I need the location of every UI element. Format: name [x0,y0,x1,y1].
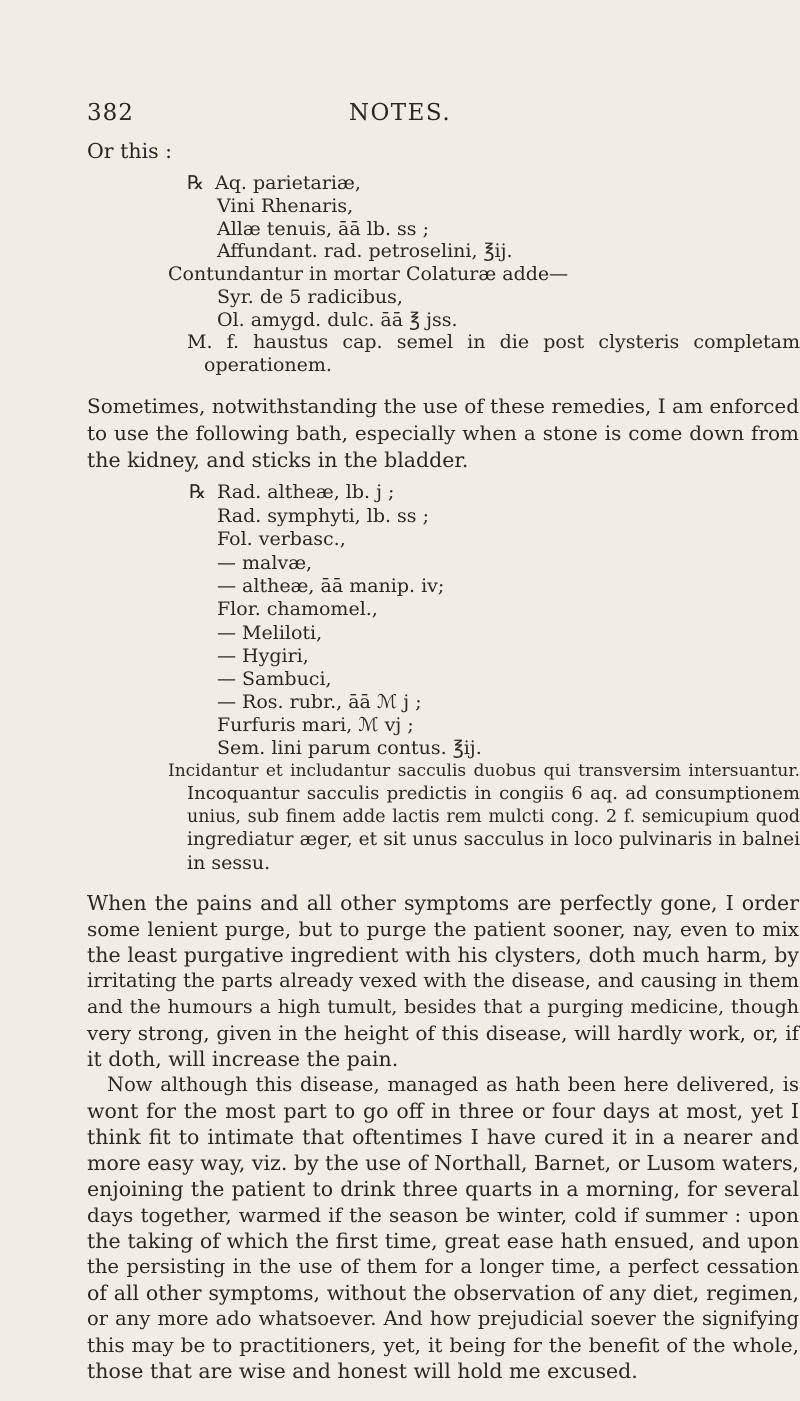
intro-line: Or this : [87,139,173,163]
recipe1-line-2: Vini Rhenaris, [217,195,354,217]
para2-line-4: irritating the parts already vexed with the disease, and causing in them [87,969,799,992]
recipe2-line-4: — malvæ, [217,552,313,574]
para3-line-4: more easy way, viz. by the use of Northall, Barnet, or Lusom waters, [87,1151,799,1175]
para3-line-7: the taking of which the first time, great ease hath ensued, and upon [87,1229,799,1253]
recipe1-line-9: operationem. [204,354,332,376]
rx-symbol: ℞ [187,172,205,194]
para2-line-1: When the pains and all other symptoms are perfectly gone, I order [87,891,799,915]
para3-line-10: or any more ado whatsoever. And how prejudicial soever the signifying [87,1307,799,1330]
recipe2-line-10: — Ros. rubr., āā ℳ j ; [217,691,422,713]
running-title: NOTES. [348,100,452,126]
para3-line-12: those that are wise and honest will hold me excused. [87,1359,638,1383]
para3-line-8: the persisting in the use of them for a longer time, a perfect cessation [87,1255,799,1278]
recipe2-line-3: Fol. verbasc., [217,528,346,550]
recipe2-line-14: Incoquantur sacculis predictis in congiis 6 aq. ad consumptionem [187,783,800,804]
para3-line-5: enjoining the patient to drink three quarts in a morning, for several [87,1177,799,1201]
para2-line-5: and the humours a high tumult, besides that a purging medicine, though [87,996,799,1018]
recipe1-line-1: ℞ Aq. parietariæ, [187,172,361,194]
recipe2-line-13: Incidantur et includantur sacculis duobus qui transversim intersuantur. [168,761,800,781]
recipe1-line-7: Ol. amygd. dulc. āā ℥ jss. [217,309,458,331]
para2-line-2: some lenient purge, but to purge the patient sooner, nay, even to mix [87,917,799,941]
recipe2-line-11: Furfuris mari, ℳ vj ; [217,714,414,736]
recipe2-line-5: — altheæ, āā manip. iv; [217,575,445,597]
recipe1-line-8: M. f. haustus cap. semel in die post clysteris completam [187,331,800,353]
recipe2-line-16: ingrediatur æger, et sit unus sacculus in loco pulvinaris in balnei [187,829,800,850]
para3-line-1: Now although this disease, managed as hath been here delivered, is [107,1073,799,1096]
recipe2-line-8: — Hygiri, [217,645,309,667]
recipe2-line-17: in sessu. [187,852,271,874]
recipe1-line-4: Affundant. rad. petroselini, ℥ij. [217,240,513,262]
para2-line-6: very strong, given in the height of this disease, will hardly work, or, if [87,1021,799,1045]
page-number: 382 [87,100,134,126]
recipe2-line-9: — Sambuci, [217,668,332,690]
para1-line-3: the kidney, and sticks in the bladder. [87,448,469,472]
recipe2-line-12: Sem. lini parum contus. ℥ij. [217,737,482,759]
para3-line-9: of all other symptoms, without the observation of any diet, regimen, [87,1281,799,1305]
para2-line-7: it doth, will increase the pain. [87,1047,399,1071]
para3-line-11: this may be to practitioners, yet, it being for the benefit of the whole, [87,1333,799,1357]
recipe2-line-7: — Meliloti, [217,622,323,644]
para1-line-1: Sometimes, notwithstanding the use of these remedies, I am enforced [87,394,799,418]
recipe2-line-6: Flor. chamomel., [217,598,378,620]
para3-line-2: wont for the most part to go off in three or four days at most, yet I [87,1099,799,1123]
para2-line-3: the least purgative ingredient with his clysters, doth much harm, by [87,943,799,967]
recipe1-line-5: Contundantur in mortar Colaturæ adde— [168,263,569,285]
recipe2-line-2: Rad. symphyti, lb. ss ; [217,505,429,527]
recipe1-line-3: Allæ tenuis, āā lb. ss ; [217,218,429,240]
para1-line-2: to use the following bath, especially when a stone is come down from [87,421,799,445]
page-header [0,100,800,132]
para3-line-6: days together, warmed if the season be winter, cold if summer : upon [87,1203,799,1227]
para3-line-3: think fit to intimate that oftentimes I have cured it in a nearer and [87,1125,799,1149]
recipe2-line-15: unius, sub finem adde lactis rem mulcti cong. 2 f. semicupium quod [187,807,800,827]
recipe1-line-6: Syr. de 5 radicibus, [217,286,403,308]
rx-symbol: ℞ [189,481,207,503]
recipe2-line-1: ℞ Rad. altheæ, lb. j ; [189,481,395,503]
